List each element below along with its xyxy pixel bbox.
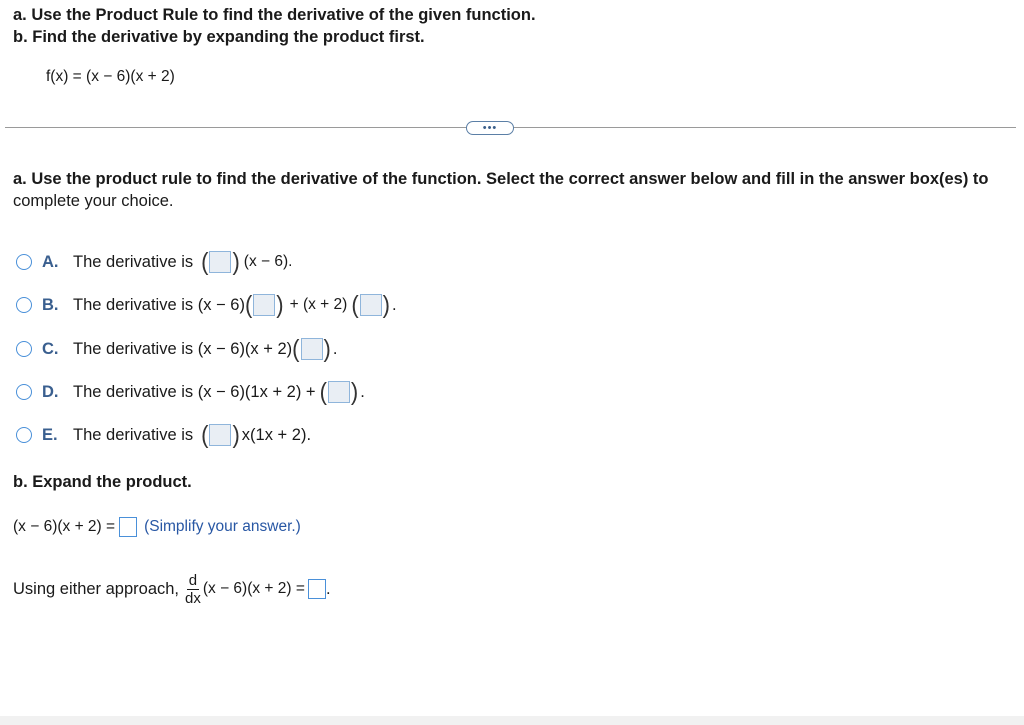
option-a-post: (x − 6). (243, 253, 293, 270)
paren-close: ) (382, 290, 390, 319)
function-expression: f(x) = (x − 6)(x + 2) (46, 68, 175, 85)
answer-box-c1[interactable] (301, 338, 323, 360)
derivative-denominator: dx (185, 589, 201, 607)
radio-d[interactable] (16, 384, 32, 400)
option-e[interactable] (16, 420, 312, 449)
radio-e[interactable] (16, 427, 32, 443)
option-b-mid: + (x + 2) (289, 296, 348, 313)
final-answer-box[interactable] (308, 579, 326, 599)
more-options-button[interactable] (466, 121, 514, 135)
paren-open: ( (244, 290, 253, 319)
ellipsis-icon: ••• (482, 122, 498, 134)
paren-close: ) (276, 290, 284, 319)
option-a-letter: A. (42, 252, 59, 271)
paren-close: ) (232, 247, 240, 276)
radio-a[interactable] (16, 254, 32, 270)
final-period: . (325, 579, 331, 598)
paren-open: ( (351, 290, 359, 319)
instruction-b: b. Find the derivative by expanding the product first. (13, 28, 425, 46)
option-b-text: The derivative is (x − 6) (73, 295, 245, 314)
option-e-post: x(1x + 2). (241, 425, 312, 444)
option-a-text: The derivative is (73, 252, 194, 271)
option-d-letter: D. (42, 382, 59, 401)
option-b-letter: B. (42, 295, 59, 314)
answer-box-e1[interactable] (209, 424, 231, 446)
option-a[interactable] (16, 247, 293, 276)
derivative-operator (185, 572, 201, 607)
answer-box-b1[interactable] (253, 294, 275, 316)
option-d-text: The derivative is (x − 6)(1x + 2) + (73, 382, 316, 401)
radio-c[interactable] (16, 341, 32, 357)
option-c-letter: C. (42, 339, 59, 358)
final-lead: Using either approach, (13, 579, 180, 598)
option-e-letter: E. (42, 425, 58, 444)
option-b-post: . (391, 295, 397, 314)
part-a-prompt (13, 170, 989, 189)
option-c-post: . (332, 339, 338, 358)
instruction-a: a. Use the Product Rule to find the derivative of the given function. (13, 6, 536, 24)
answer-box-a1[interactable] (209, 251, 231, 273)
answer-box-d1[interactable] (328, 381, 350, 403)
simplify-hint: (Simplify your answer.) (144, 518, 301, 535)
option-d-post: . (360, 382, 365, 401)
final-row (13, 566, 331, 612)
option-e-text: The derivative is (73, 425, 194, 444)
paren-open: ( (319, 377, 327, 406)
final-expression: (x − 6)(x + 2) = (202, 580, 305, 597)
part-b-heading (13, 473, 192, 492)
paren-close: ) (350, 377, 359, 406)
part-b-heading-text: b. Expand the product. (13, 473, 192, 491)
paren-open: ( (292, 334, 300, 363)
bottom-bar (0, 716, 1024, 725)
expand-answer-box[interactable] (119, 517, 137, 537)
paren-close: ) (323, 334, 331, 363)
derivative-numerator: d (188, 571, 198, 589)
option-b[interactable] (16, 290, 397, 319)
option-d[interactable] (16, 377, 365, 406)
part-b-row (13, 517, 301, 537)
radio-b[interactable] (16, 297, 32, 313)
part-a-prompt-line1: a. Use the product rule to find the derivative of the function. Select the correct answer below and fill in the answer box(es) to (13, 170, 989, 188)
option-c[interactable] (16, 334, 338, 363)
paren-close: ) (232, 420, 240, 449)
part-b-expression: (x − 6)(x + 2) = (13, 518, 116, 535)
answer-box-b2[interactable] (360, 294, 382, 316)
paren-open: ( (201, 420, 209, 449)
option-c-text: The derivative is (x − 6)(x + 2) (73, 339, 293, 358)
part-a-prompt-line2: complete your choice. (13, 192, 174, 210)
paren-open: ( (201, 247, 209, 276)
